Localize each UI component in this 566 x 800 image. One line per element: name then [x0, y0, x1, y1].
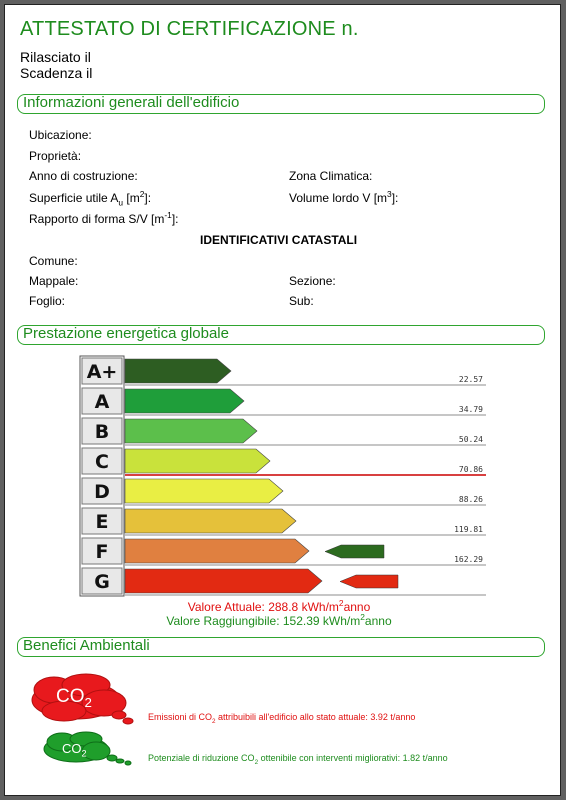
class-label-d: D	[94, 481, 110, 503]
class-bar-b	[125, 419, 257, 443]
class-bar-a	[125, 389, 244, 413]
class-bar-c	[125, 449, 270, 473]
current-value: Valore Attuale: 288.8 kWh/$m^2anno$	[187, 598, 371, 614]
environmental-benefits-header	[17, 637, 545, 657]
environmental-benefits-title: Benefici Ambientali	[23, 637, 150, 654]
class-threshold-value-e: 119.81	[454, 525, 483, 534]
class-threshold-value-b: 50.24	[458, 435, 483, 444]
municipality-label: Comune:	[29, 254, 78, 268]
class-threshold-value-c: 70.86	[458, 465, 483, 474]
class-label-a: A	[94, 391, 110, 413]
co2-big-label: $CO_2$	[56, 686, 92, 710]
year-built-label: Anno di costruzione:	[29, 169, 138, 183]
climate-zone-label: Zona Climatica:	[289, 169, 373, 183]
class-threshold-value-d: 88.26	[458, 495, 483, 504]
class-label-a-plus: A+	[86, 361, 118, 383]
location-label: Ubicazione:	[29, 128, 92, 142]
class-threshold-value-f: 162.29	[454, 555, 483, 564]
sheet-label: Foglio:	[29, 294, 66, 308]
class-label-g: G	[94, 571, 110, 593]
class-label-f: F	[95, 541, 109, 563]
co2-emissions-cloud-icon	[24, 673, 164, 733]
co2-reduction-cloud-icon	[40, 730, 150, 770]
issued-label: Rilasciato il	[20, 49, 91, 65]
map-sheet-label: Mappale:	[29, 274, 79, 288]
general-info-title: Informazioni generali dell'edificio	[23, 94, 240, 111]
general-info-header	[17, 94, 545, 114]
current-class-indicator	[340, 575, 398, 588]
energy-class-chart	[0, 350, 566, 600]
cadastral-title: IDENTIFICATIVI CATASTALI	[200, 233, 358, 247]
energy-performance-title: Prestazione energetica globale	[23, 325, 229, 342]
co2-reduction-text: Potenziale di riduzione $CO_2$ ottenibile con interventi migliorativi: 1.82 t/anno	[148, 753, 448, 766]
section-label: Sezione:	[289, 274, 336, 288]
co2-emissions-text: Emissioni di $CO_2$ attribuibili all'edificio allo stato attuale: 3.92 t/anno	[148, 712, 416, 725]
surface-label: Superficie utile $A_u$ $[m^2]$:	[29, 189, 152, 208]
class-label-e: E	[95, 511, 109, 533]
class-label-c: C	[95, 451, 109, 473]
class-label-b: B	[94, 421, 110, 443]
class-bar-d	[125, 479, 283, 503]
co2-small-label: $CO_2$	[62, 741, 87, 759]
class-threshold-value-a: 34.79	[458, 405, 483, 414]
class-bar-a-plus	[125, 359, 231, 383]
achievable-class-indicator	[325, 545, 384, 558]
shape-ratio-label: Rapporto di forma S/V $[m^{-1}]$:	[29, 210, 179, 226]
class-threshold-value-a-plus: 22.57	[458, 375, 483, 384]
volume-label: Volume lordo V $[m^3]$:	[289, 189, 399, 205]
class-bar-f	[125, 539, 309, 563]
class-bar-e	[125, 509, 296, 533]
ownership-label: Proprietà:	[29, 149, 82, 163]
energy-performance-header	[17, 325, 545, 345]
achievable-value: Valore Raggiungibile: 152.39 kWh/$m^2anno$	[166, 612, 392, 628]
sub-label: Sub:	[289, 294, 314, 308]
class-bar-g	[125, 569, 322, 593]
expiry-label: Scadenza il	[20, 65, 93, 81]
certificate-title: ATTESTATO DI CERTIFICAZIONE n.	[20, 18, 359, 40]
